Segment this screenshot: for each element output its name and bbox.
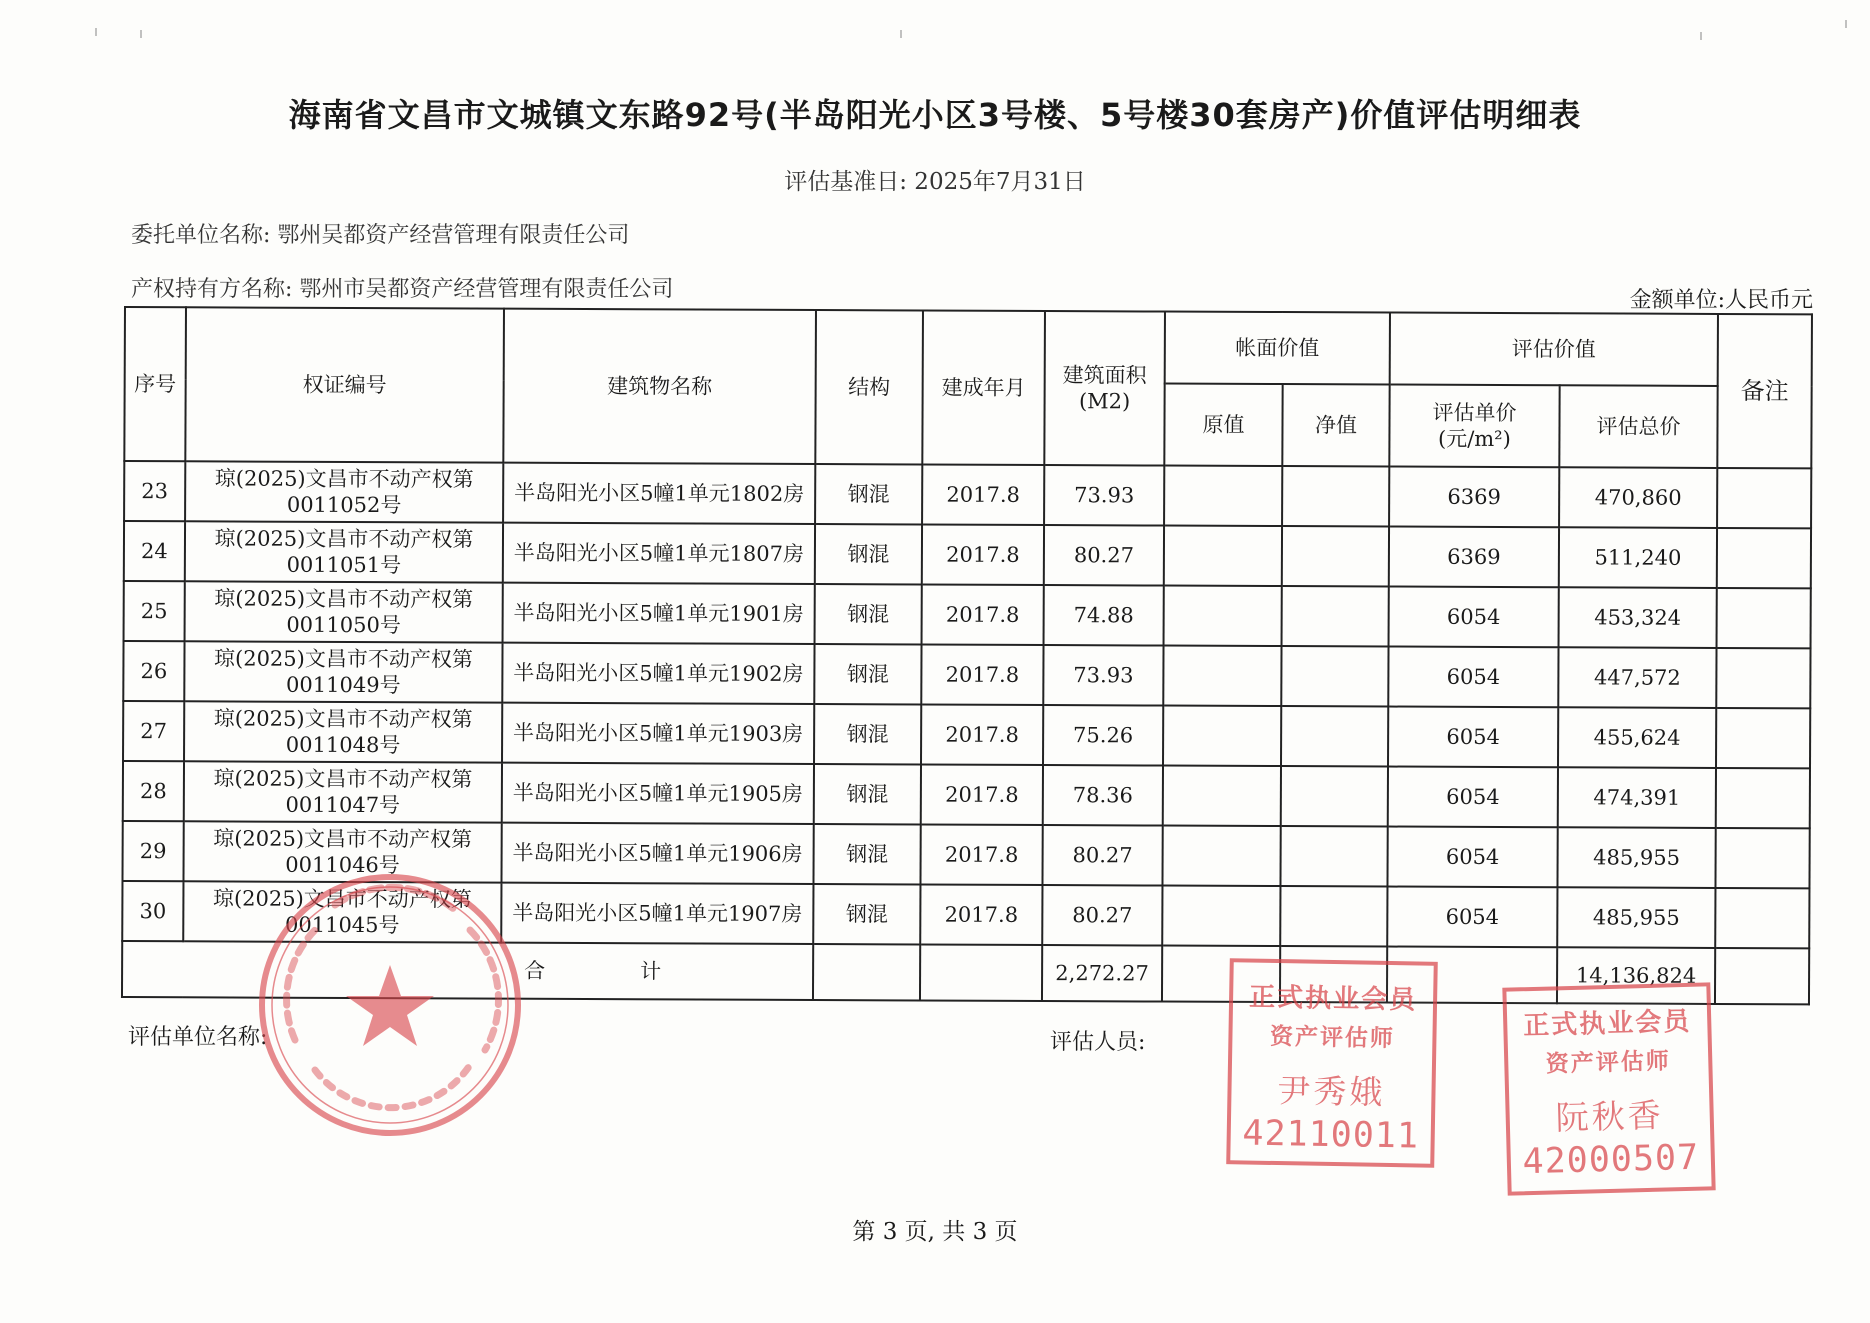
total-amount: 14,136,824 (1557, 947, 1715, 1004)
header-area (1044, 311, 1165, 466)
stamp-number: 42110011 (1242, 1113, 1420, 1157)
cell-original (1162, 826, 1280, 887)
total-remark (1715, 948, 1809, 1004)
cell-area: 80.27 (1042, 885, 1162, 946)
cert-line1: 琼(2025)文昌市不动产权第 (212, 886, 472, 912)
header-total-price: 评估总价 (1559, 385, 1717, 468)
cell-unit-price: 6054 (1389, 587, 1559, 648)
cell-remark (1716, 708, 1810, 768)
cell-seq: 28 (123, 761, 184, 821)
stamp-title: 资产评估师 (1545, 1048, 1672, 1078)
cell-completed: 2017.8 (922, 464, 1044, 525)
cell-original (1164, 586, 1282, 647)
cell-seq: 27 (123, 701, 184, 761)
property-owner: 产权持有方名称: 鄂州市吴都资产经营管理有限责任公司 (131, 277, 674, 302)
header-seq: 序号 (124, 307, 186, 461)
cell-remark (1716, 648, 1810, 708)
cell-total: 447,572 (1558, 647, 1716, 708)
currency-unit: 金额单位:人民币元 (1629, 288, 1813, 313)
cell-cert-no (185, 581, 503, 642)
company-seal (255, 870, 525, 1140)
header-book-value: 帐面价值 (1165, 312, 1390, 385)
cell-building-name: 半岛阳光小区5幢1单元1902房 (502, 643, 814, 704)
cell-net (1280, 826, 1387, 886)
cert-line1: 琼(2025)文昌市不动产权第 (214, 586, 474, 612)
cell-net (1281, 766, 1388, 826)
cell-net (1280, 886, 1387, 946)
cell-total: 453,324 (1559, 587, 1717, 648)
cell-unit-price: 6054 (1388, 707, 1558, 768)
valuation-date: 评估基准日: 2025年7月31日 (784, 169, 1086, 195)
cell-area: 74.88 (1044, 585, 1164, 646)
cell-remark (1715, 888, 1809, 948)
cert-line1: 琼(2025)文昌市不动产权第 (214, 526, 474, 552)
header-net-value: 净值 (1282, 384, 1389, 466)
cert-line1: 琼(2025)文昌市不动产权第 (213, 646, 473, 672)
cell-cert-no (185, 461, 503, 522)
cell-seq: 23 (124, 461, 185, 521)
header-building-name: 建筑物名称 (503, 309, 816, 464)
table-row (123, 761, 1810, 828)
cell-completed: 2017.8 (922, 584, 1044, 645)
scan-speck (1845, 20, 1847, 28)
stamp-number: 42000507 (1522, 1137, 1700, 1183)
cell-building-name: 半岛阳光小区5幢1单元1905房 (502, 763, 814, 824)
entrusting-party: 委托单位名称: 鄂州吴都资产经营管理有限责任公司 (131, 223, 630, 248)
cell-structure: 钢混 (813, 824, 920, 884)
cell-total: 455,624 (1558, 707, 1716, 768)
total-structure (813, 944, 920, 1000)
cell-structure: 钢混 (814, 644, 921, 704)
header-unit-price (1389, 385, 1559, 468)
cell-seq: 30 (122, 881, 183, 941)
cell-structure: 钢混 (815, 524, 922, 584)
table-row (123, 641, 1810, 708)
header-unit-price-line1: 评估单价 (1432, 400, 1517, 425)
cell-original (1163, 646, 1281, 707)
cert-line2: 0011046号 (285, 852, 400, 878)
cell-completed: 2017.8 (920, 824, 1042, 885)
cell-area: 80.27 (1042, 825, 1162, 886)
header-cert-no: 权证编号 (185, 307, 504, 462)
total-label-left: 合 (524, 958, 546, 983)
table-row (124, 581, 1811, 648)
cell-building-name: 半岛阳光小区5幢1单元1901房 (503, 583, 815, 644)
cell-structure: 钢混 (814, 764, 921, 824)
cell-structure: 钢混 (815, 584, 922, 644)
cell-cert-no (184, 641, 502, 702)
cell-completed: 2017.8 (921, 704, 1043, 765)
cell-remark (1716, 768, 1810, 828)
cell-completed: 2017.8 (921, 764, 1043, 825)
cell-unit-price: 6054 (1387, 827, 1557, 888)
cell-remark (1717, 468, 1811, 528)
cell-total: 511,240 (1559, 527, 1717, 588)
stamp-name: 尹秀娥 (1277, 1071, 1386, 1112)
stamp-title: 资产评估师 (1269, 1023, 1396, 1053)
appraiser-stamp (1502, 982, 1715, 1195)
stamp-membership: 正式执业会员 (1248, 982, 1418, 1016)
cert-line2: 0011052号 (286, 492, 402, 518)
cell-remark (1715, 828, 1809, 888)
cell-cert-no (184, 761, 502, 822)
scan-speck (900, 30, 902, 38)
cell-unit-price: 6369 (1389, 527, 1559, 588)
cert-line2: 0011045号 (284, 912, 400, 938)
cell-building-name: 半岛阳光小区5幢1单元1906房 (501, 823, 813, 884)
scan-speck (1700, 32, 1702, 40)
cell-net (1282, 466, 1389, 526)
header-appraised-value: 评估价值 (1390, 313, 1718, 386)
cert-line2: 0011049号 (286, 672, 401, 698)
cell-cert-no (184, 701, 502, 762)
cell-unit-price: 6369 (1389, 467, 1559, 528)
cell-original (1164, 466, 1282, 527)
cell-completed: 2017.8 (921, 644, 1043, 705)
cell-area: 73.93 (1044, 465, 1164, 526)
cell-seq: 25 (124, 581, 185, 641)
cell-building-name: 半岛阳光小区5幢1单元1807房 (503, 523, 815, 584)
appraiser-label: 评估人员: (1050, 1030, 1146, 1055)
cell-net (1282, 586, 1389, 646)
cell-original (1163, 706, 1281, 767)
cell-structure: 钢混 (813, 884, 920, 944)
cell-completed: 2017.8 (922, 524, 1044, 585)
cell-remark (1717, 588, 1811, 648)
appraisal-org-label: 评估单位名称: (128, 1025, 268, 1050)
cell-completed: 2017.8 (920, 884, 1042, 945)
cell-seq: 29 (122, 821, 183, 881)
cell-seq: 26 (123, 641, 184, 701)
cell-area: 73.93 (1043, 645, 1163, 706)
cell-building-name: 半岛阳光小区5幢1单元1802房 (503, 463, 815, 524)
cert-line2: 0011047号 (285, 792, 401, 818)
cell-original (1164, 526, 1282, 587)
cell-unit-price: 6054 (1388, 767, 1558, 828)
cell-area: 75.26 (1043, 705, 1163, 766)
cell-total: 485,955 (1557, 887, 1715, 948)
cert-line2: 0011051号 (286, 552, 402, 578)
cell-total: 470,860 (1559, 467, 1717, 528)
header-remarks: 备注 (1717, 314, 1812, 468)
cell-seq: 24 (124, 521, 185, 581)
stamp-membership: 正式执业会员 (1522, 1006, 1692, 1042)
cell-total: 474,391 (1558, 767, 1716, 828)
total-area: 2,272.27 (1042, 945, 1162, 1002)
cell-unit-price: 6054 (1388, 647, 1558, 708)
header-area-line2: (M2) (1078, 389, 1131, 414)
total-label-right: 计 (640, 959, 662, 984)
appraiser-stamp (1226, 958, 1438, 1168)
cell-area: 80.27 (1044, 525, 1164, 586)
cell-original (1163, 766, 1281, 827)
stamp-name: 阮秋香 (1555, 1095, 1665, 1138)
table-row (123, 701, 1810, 768)
cell-area: 78.36 (1043, 765, 1163, 826)
cell-total: 485,955 (1557, 827, 1715, 888)
scan-speck (95, 28, 97, 36)
cert-line1: 琼(2025)文昌市不动产权第 (213, 766, 473, 792)
cert-line1: 琼(2025)文昌市不动产权第 (213, 706, 473, 732)
cell-original (1162, 886, 1280, 947)
cell-structure: 钢混 (814, 704, 921, 764)
cell-cert-no (185, 521, 503, 582)
cell-net (1282, 526, 1389, 586)
seal-star-icon (346, 965, 434, 1046)
total-completed (920, 944, 1042, 1001)
cell-building-name: 半岛阳光小区5幢1单元1903房 (502, 703, 814, 764)
cell-net (1281, 646, 1388, 706)
header-unit-price-line2: (元/m²) (1437, 426, 1511, 452)
cell-unit-price: 6054 (1387, 887, 1557, 948)
cert-line2: 0011050号 (286, 612, 401, 638)
scan-speck (140, 30, 142, 38)
header-area-line1: 建筑面积 (1062, 362, 1147, 388)
page-number: 第 3 页, 共 3 页 (852, 1219, 1018, 1245)
table-row (124, 461, 1811, 528)
cell-building-name: 半岛阳光小区5幢1单元1907房 (501, 883, 813, 944)
cert-line2: 0011048号 (285, 732, 401, 758)
cell-structure: 钢混 (815, 464, 922, 524)
cert-line1: 琼(2025)文昌市不动产权第 (213, 826, 473, 852)
header-structure: 结构 (815, 310, 923, 464)
header-completed: 建成年月 (922, 310, 1045, 465)
table-row (124, 521, 1811, 588)
header-original-value: 原值 (1164, 384, 1282, 467)
page-title: 海南省文昌市文城镇文东路92号(半岛阳光小区3号楼、5号楼30套房产)价值评估明细表 (288, 96, 1582, 134)
cell-remark (1717, 528, 1811, 588)
cert-line1: 琼(2025)文昌市不动产权第 (214, 466, 474, 492)
cell-net (1281, 706, 1388, 766)
